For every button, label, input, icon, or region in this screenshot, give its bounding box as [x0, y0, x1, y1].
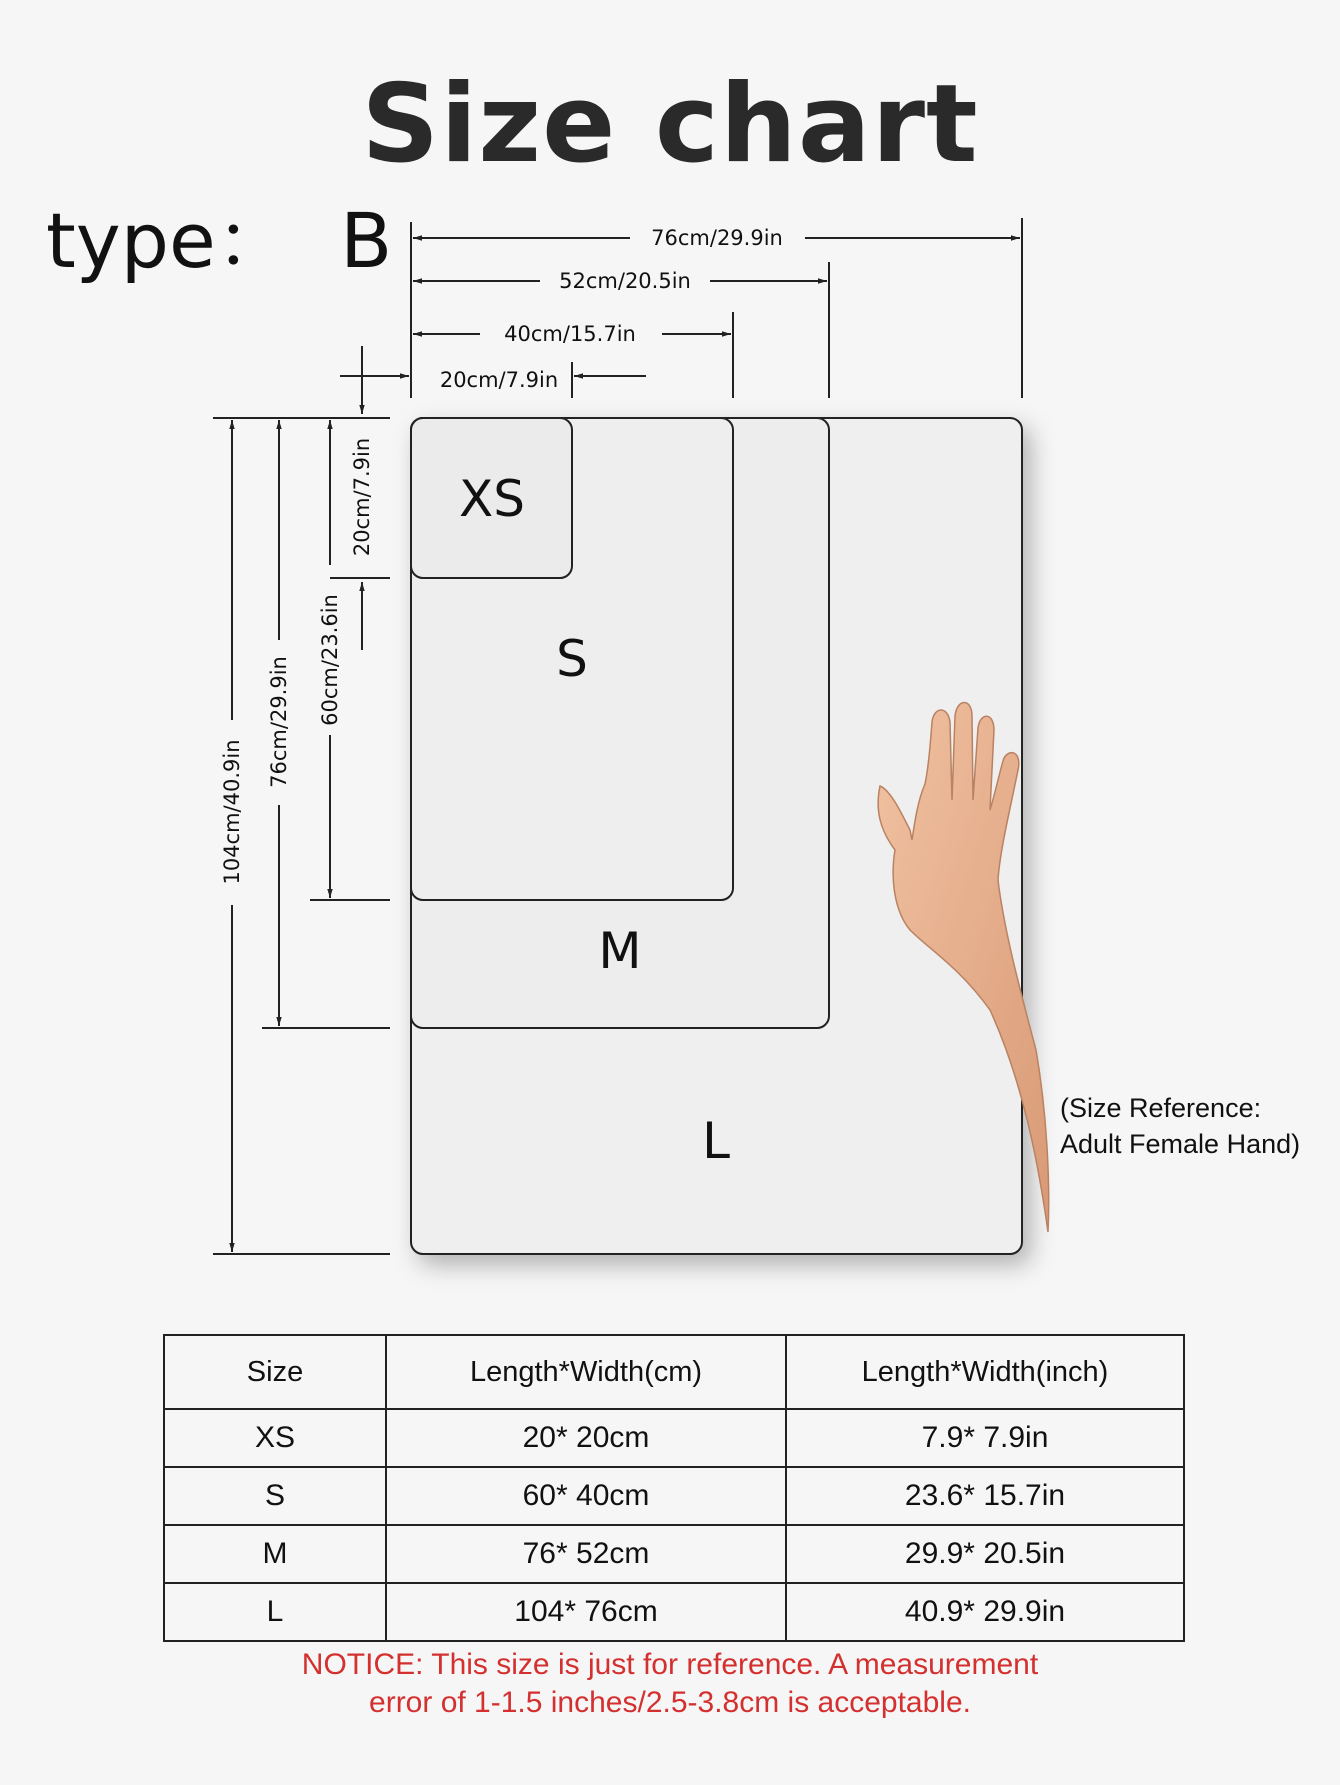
cell-size: M — [164, 1525, 386, 1583]
hand-reference-line-1: (Size Reference: — [1060, 1093, 1262, 1123]
page-title: Size chart — [361, 62, 979, 187]
cell-inch: 29.9* 20.5in — [786, 1525, 1184, 1583]
header-cm: Length*Width(cm) — [386, 1335, 786, 1409]
hand-reference-line-2: Adult Female Hand) — [1060, 1129, 1301, 1159]
size-label-l: L — [702, 1112, 730, 1170]
cell-size: L — [164, 1583, 386, 1641]
table-row — [164, 1583, 1184, 1641]
width-dim-xs: 20cm/7.9in — [439, 368, 559, 392]
width-dim-s: 40cm/15.7in — [504, 322, 636, 346]
cell-cm: 60* 40cm — [386, 1467, 786, 1525]
type-label: type： B — [46, 196, 393, 285]
size-label-s: S — [556, 630, 588, 688]
cell-cm: 20* 20cm — [386, 1409, 786, 1467]
cell-cm: 104* 76cm — [386, 1583, 786, 1641]
length-dim-l: 104cm/40.9in — [220, 739, 244, 885]
length-dim-m: 76cm/29.9in — [267, 656, 291, 788]
cell-inch: 23.6* 15.7in — [786, 1467, 1184, 1525]
cell-size: S — [164, 1467, 386, 1525]
table-header-row — [164, 1335, 1184, 1409]
cell-cm: 76* 52cm — [386, 1525, 786, 1583]
width-dim-m: 52cm/20.5in — [559, 269, 691, 293]
notice-line-1: NOTICE: This size is just for reference. A measurement — [301, 1648, 1039, 1681]
table-row — [164, 1525, 1184, 1583]
length-dim-s: 60cm/23.6in — [318, 594, 342, 726]
table-row — [164, 1467, 1184, 1525]
cell-inch: 40.9* 29.9in — [786, 1583, 1184, 1641]
table-row — [164, 1409, 1184, 1467]
notice-text — [0, 1646, 1340, 1722]
header-inch: Length*Width(inch) — [786, 1335, 1184, 1409]
header-size: Size — [164, 1335, 386, 1409]
width-dim-l: 76cm/29.9in — [651, 226, 783, 250]
notice-line-2: error of 1-1.5 inches/2.5-3.8cm is acceptable. — [369, 1686, 971, 1719]
length-dim-xs: 20cm/7.9in — [350, 437, 374, 557]
cell-size: XS — [164, 1409, 386, 1467]
size-table — [163, 1334, 1185, 1642]
cell-inch: 7.9* 7.9in — [786, 1409, 1184, 1467]
size-label-m: M — [598, 922, 642, 980]
size-label-xs: XS — [459, 470, 525, 528]
